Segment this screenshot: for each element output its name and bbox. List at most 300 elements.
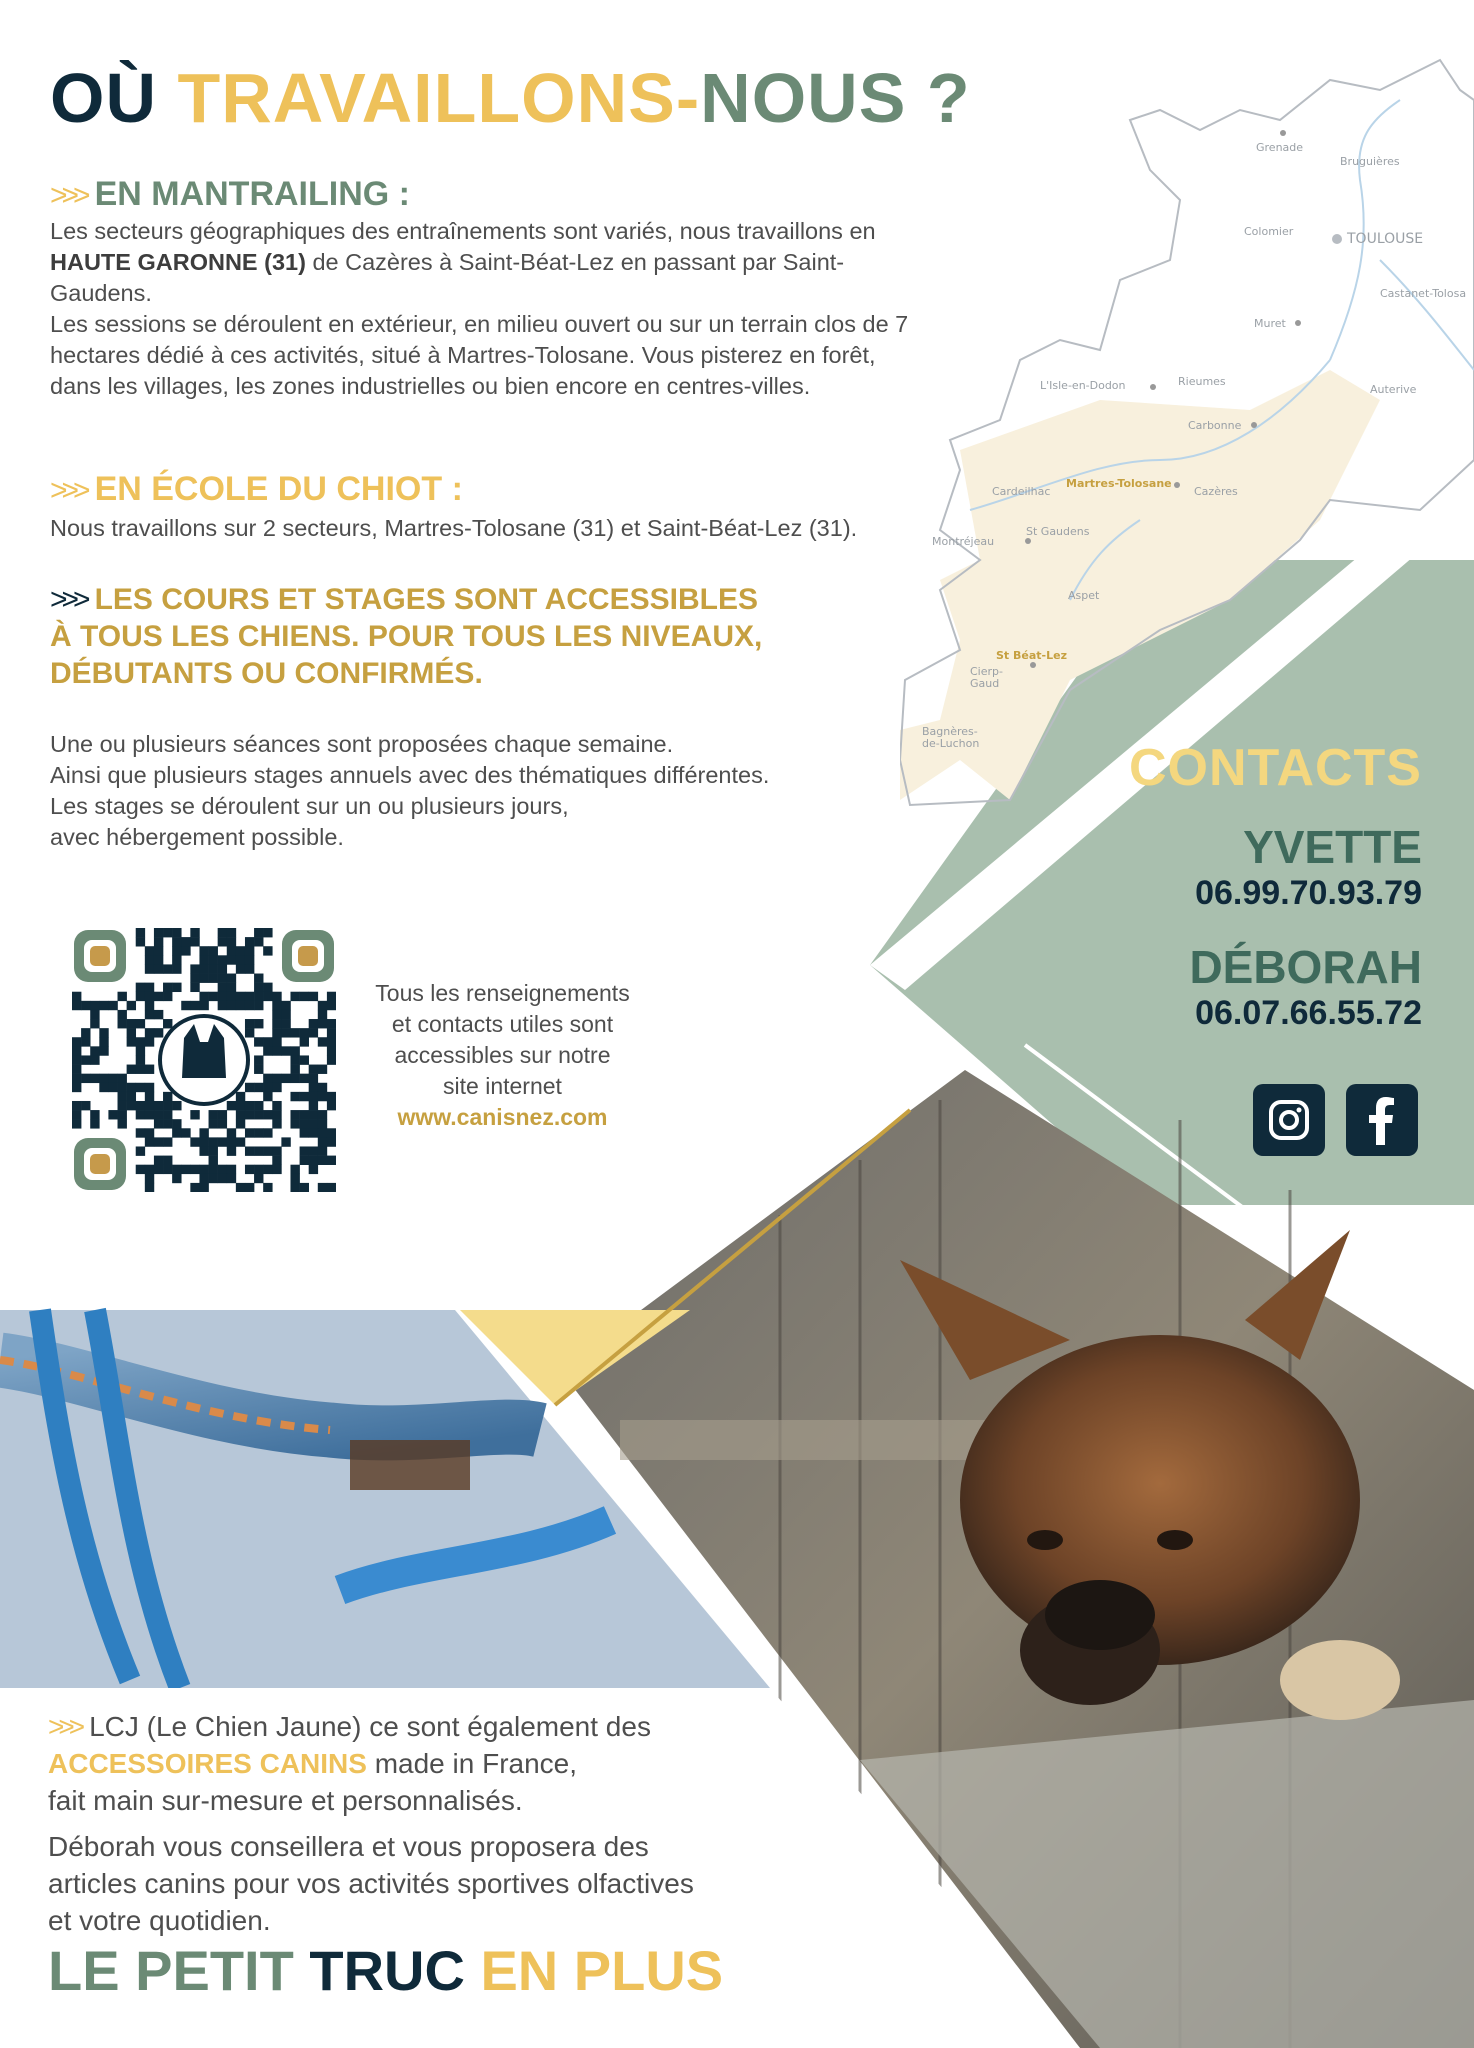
qr-module [145, 983, 154, 992]
qr-module [300, 1028, 309, 1037]
qr-module [272, 1101, 281, 1110]
qr-module [263, 1083, 272, 1092]
qr-module [309, 1028, 318, 1037]
qr-module [254, 1101, 263, 1110]
qr-module [236, 1119, 245, 1128]
qr-module [327, 1055, 336, 1064]
map-label-castanet: Castanet-Tolosa [1380, 287, 1467, 300]
qr-module [136, 1055, 145, 1064]
qr-module [254, 1055, 263, 1064]
qr-module [318, 1001, 327, 1010]
qr-module [209, 1137, 218, 1146]
qr-module [118, 1083, 127, 1092]
accessories-line-2: made in France, [366, 1748, 578, 1779]
qr-module [127, 1028, 136, 1037]
qr-module [199, 946, 208, 955]
map-label-cazeres: Cazères [1194, 485, 1238, 498]
qr-module [99, 1046, 108, 1055]
qr-module [236, 964, 245, 973]
mantrailing-p1-a: Les secteurs géographiques des entraînements sont variés, nous travaillons en [50, 218, 876, 244]
accessories-line-3: fait main sur-mesure et personnalisés. [48, 1785, 523, 1816]
qr-module [154, 955, 163, 964]
qr-module [72, 1074, 81, 1083]
qr-module [118, 1119, 127, 1128]
qr-module [199, 955, 208, 964]
qr-module [290, 1046, 299, 1055]
ecole-heading-label: EN ÉCOLE DU CHIOT : [94, 470, 463, 508]
map-label-toulouse: TOULOUSE [1347, 231, 1424, 247]
qr-module [236, 1001, 245, 1010]
qr-module [309, 1074, 318, 1083]
qr-module [209, 946, 218, 955]
qr-module [72, 1101, 81, 1110]
qr-module [290, 1119, 299, 1128]
qr-module [263, 1128, 272, 1137]
qr-module [309, 1083, 318, 1092]
sessions-line-4: avec hébergement possible. [50, 824, 344, 850]
qr-module [318, 1010, 327, 1019]
qr-module [290, 1165, 299, 1174]
qr-module [245, 1001, 254, 1010]
qr-module [281, 1028, 290, 1037]
qr-module [327, 1137, 336, 1146]
map-label-cierp-2: Gaud [970, 677, 1000, 690]
qr-module [290, 1074, 299, 1083]
sessions-line-3: Les stages se déroulent sur un ou plusieurs jours, [50, 793, 569, 819]
qr-caption-line-3: accessibles sur notre [394, 1042, 611, 1068]
qr-module [145, 1183, 154, 1192]
qr-module [108, 1083, 117, 1092]
qr-module [163, 992, 172, 1001]
qr-module [118, 1019, 127, 1028]
qr-module [327, 1128, 336, 1137]
qr-module [290, 992, 299, 1001]
qr-module [263, 1146, 272, 1155]
qr-module [199, 1146, 208, 1155]
qr-module [72, 1055, 81, 1064]
qr-module [136, 1101, 145, 1110]
qr-module [172, 1101, 181, 1110]
accessibility-notice [50, 581, 762, 692]
qr-module [281, 1001, 290, 1010]
qr-module [318, 1183, 327, 1192]
qr-module [90, 1019, 99, 1028]
title-part-3: NOUS ? [700, 59, 971, 137]
qr-module [127, 1019, 136, 1028]
qr-module [272, 992, 281, 1001]
arrows-icon: >>> [50, 179, 85, 212]
accessories-highlight: ACCESSOIRES CANINS [48, 1748, 367, 1779]
qr-module [236, 1183, 245, 1192]
qr-module [99, 1083, 108, 1092]
qr-module [199, 1183, 208, 1192]
qr-module [118, 1110, 127, 1119]
qr-module [145, 1110, 154, 1119]
qr-caption [355, 978, 650, 1133]
qr-module [218, 983, 227, 992]
contact-phone-deborah[interactable]: 06.07.66.55.72 [1195, 994, 1422, 1032]
contact-name-deborah: DÉBORAH [1189, 941, 1422, 993]
accessories-p2-line-2: articles canins pour vos activités sportives olfactives [48, 1868, 694, 1899]
qr-module [136, 1065, 145, 1074]
qr-module [236, 1101, 245, 1110]
qr-module [72, 1065, 81, 1074]
map-label-stgaudens: St Gaudens [1026, 525, 1090, 538]
qr-module [281, 1074, 290, 1083]
qr-module [72, 1037, 81, 1046]
qr-module [81, 1055, 90, 1064]
qr-module [118, 1101, 127, 1110]
qr-module [99, 1001, 108, 1010]
qr-module [127, 1083, 136, 1092]
map [900, 40, 1474, 810]
mantrailing-p1-b: de Cazères à Saint-Béat-Lez en passant par Saint-Gaudens. [50, 249, 845, 306]
qr-module [136, 1128, 145, 1137]
qr-module [227, 1137, 236, 1146]
qr-module [318, 1065, 327, 1074]
qr-module [227, 1174, 236, 1183]
qr-module [318, 1146, 327, 1155]
qr-module [90, 1074, 99, 1083]
qr-module [218, 955, 227, 964]
qr-module [245, 1183, 254, 1192]
facebook-icon [1360, 1095, 1404, 1145]
qr-module [72, 1083, 81, 1092]
qr-module [245, 937, 254, 946]
qr-module [272, 1010, 281, 1019]
qr-module [309, 992, 318, 1001]
qr-module [227, 1146, 236, 1155]
qr-module [300, 1156, 309, 1165]
notice-line-2: À TOUS LES CHIENS. POUR TOUS LES NIVEAUX, [50, 620, 763, 653]
qr-module [209, 955, 218, 964]
qr-module [245, 1101, 254, 1110]
qr-module [327, 1019, 336, 1028]
qr-module [90, 1046, 99, 1055]
qr-module [154, 1137, 163, 1146]
qr-module [327, 1001, 336, 1010]
qr-module [218, 1119, 227, 1128]
qr-module [300, 992, 309, 1001]
qr-module [254, 1146, 263, 1155]
dog [960, 1335, 1360, 1665]
qr-module [127, 1001, 136, 1010]
qr-module [163, 928, 172, 937]
qr-module [318, 1092, 327, 1101]
map-label-cierp: Cierp- [970, 665, 1003, 678]
qr-module [163, 964, 172, 973]
qr-module [145, 1101, 154, 1110]
qr-module [118, 1010, 127, 1019]
qr-module [218, 937, 227, 946]
arrows-icon: >>> [50, 474, 85, 507]
qr-module [263, 992, 272, 1001]
qr-module [190, 1183, 199, 1192]
qr-module [190, 928, 199, 937]
qr-module [154, 946, 163, 955]
qr-module [136, 1037, 145, 1046]
qr-module [245, 964, 254, 973]
mantrailing-text [50, 216, 910, 402]
qr-module [227, 937, 236, 946]
qr-module [90, 1010, 99, 1019]
qr-module [309, 1156, 318, 1165]
qr-module [199, 1174, 208, 1183]
facebook-button[interactable] [1346, 1084, 1418, 1156]
qr-module [218, 1174, 227, 1183]
qr-module [327, 992, 336, 1001]
qr-module [136, 1046, 145, 1055]
sessions-line-2: Ainsi que plusieurs stages annuels avec des thématiques différentes. [50, 762, 770, 788]
qr-module [145, 1083, 154, 1092]
qr-module [227, 992, 236, 1001]
map-label-auterive: Auterive [1370, 383, 1417, 396]
qr-module [172, 946, 181, 955]
qr-module [218, 974, 227, 983]
qr-module [145, 1037, 154, 1046]
qr-module [136, 928, 145, 937]
website-link[interactable]: www.canisnez.com [397, 1104, 608, 1130]
qr-module [181, 1001, 190, 1010]
qr-module [227, 1001, 236, 1010]
qr-module [281, 1010, 290, 1019]
qr-module [218, 992, 227, 1001]
qr-module [318, 1128, 327, 1137]
qr-module [218, 1110, 227, 1119]
qr-module [309, 1146, 318, 1155]
qr-module [145, 964, 154, 973]
qr-module [172, 928, 181, 937]
qr-module [199, 964, 208, 973]
qr-module [281, 1046, 290, 1055]
qr-module [236, 955, 245, 964]
map-label-bagneres: Bagnères- [922, 725, 978, 738]
qr-module [309, 1065, 318, 1074]
qr-module [172, 1174, 181, 1183]
qr-module [118, 1092, 127, 1101]
map-label-grenade: Grenade [1256, 141, 1304, 154]
qr-module [163, 1101, 172, 1110]
qr-module [254, 974, 263, 983]
qr-module [254, 983, 263, 992]
qr-module [163, 1119, 172, 1128]
qr-module [263, 1037, 272, 1046]
qr-module [254, 937, 263, 946]
qr-module [227, 955, 236, 964]
map-label-isle: L'Isle-en-Dodon [1040, 379, 1126, 392]
qr-module [145, 1137, 154, 1146]
qr-module [209, 1110, 218, 1119]
qr-module [272, 1001, 281, 1010]
qr-module [145, 1128, 154, 1137]
qr-module [236, 946, 245, 955]
footer-title-part-3: EN PLUS [480, 1939, 724, 2002]
qr-module [290, 1110, 299, 1119]
qr-module [181, 1165, 190, 1174]
accessories-text [48, 1708, 808, 1939]
qr-module [272, 1019, 281, 1028]
qr-module [227, 1128, 236, 1137]
mantrailing-p1-bold: HAUTE GARONNE (31) [50, 249, 306, 275]
qr-module [263, 983, 272, 992]
qr-module [118, 1074, 127, 1083]
qr-module [136, 1146, 145, 1155]
qr-module [136, 1110, 145, 1119]
qr-module [290, 1174, 299, 1183]
qr-module [272, 1028, 281, 1037]
qr-module [181, 937, 190, 946]
qr-module [190, 1165, 199, 1174]
qr-module [227, 1101, 236, 1110]
qr-module [199, 1165, 208, 1174]
qr-module [163, 1165, 172, 1174]
qr-module [199, 992, 208, 1001]
map-label-bruguieres: Bruguières [1340, 155, 1400, 168]
qr-module [309, 1110, 318, 1119]
map-label-montrejeau: Montréjeau [932, 535, 995, 548]
qr-module [209, 1146, 218, 1155]
qr-module [327, 1183, 336, 1192]
qr-code[interactable] [72, 928, 336, 1192]
qr-module [254, 1165, 263, 1174]
qr-module [263, 946, 272, 955]
qr-module [218, 1137, 227, 1146]
qr-module [190, 974, 199, 983]
map-label-muret: Muret [1254, 317, 1286, 330]
qr-module [172, 1165, 181, 1174]
qr-module [145, 946, 154, 955]
footer-title-part-1: LE PETIT [48, 1939, 294, 2002]
qr-module [272, 1083, 281, 1092]
qr-module [290, 1092, 299, 1101]
qr-module [272, 1119, 281, 1128]
qr-module [263, 1074, 272, 1083]
qr-module [300, 1128, 309, 1137]
qr-module [309, 1092, 318, 1101]
qr-module [309, 1128, 318, 1137]
qr-module [199, 974, 208, 983]
qr-module [190, 937, 199, 946]
qr-module [263, 1046, 272, 1055]
qr-module [254, 1128, 263, 1137]
qr-module [108, 1001, 117, 1010]
qr-module [172, 937, 181, 946]
qr-module [190, 1110, 199, 1119]
accessories-line-1: LCJ (Le Chien Jaune) ce sont également des [89, 1711, 651, 1742]
qr-module [172, 1128, 181, 1137]
qr-module [290, 1065, 299, 1074]
map-label-colomier: Colomier [1244, 225, 1294, 238]
map-label-carbonne: Carbonne [1188, 419, 1242, 432]
page-title [50, 58, 971, 138]
qr-module [218, 964, 227, 973]
qr-module [245, 955, 254, 964]
qr-module [199, 1137, 208, 1146]
notice-line-3: DÉBUTANTS OU CONFIRMÉS. [50, 657, 483, 690]
qr-module [300, 1055, 309, 1064]
qr-module [236, 1092, 245, 1101]
qr-module [245, 1083, 254, 1092]
qr-module [127, 1101, 136, 1110]
qr-module [227, 946, 236, 955]
qr-module [136, 937, 145, 946]
qr-module [163, 1137, 172, 1146]
qr-module [272, 1146, 281, 1155]
qr-module [172, 983, 181, 992]
contacts-heading: CONTACTS [1128, 739, 1422, 797]
qr-module [300, 1037, 309, 1046]
ecole-heading [50, 470, 463, 509]
qr-module [190, 1001, 199, 1010]
instagram-button[interactable] [1253, 1084, 1325, 1156]
mantrailing-heading [50, 175, 410, 214]
contact-phone-yvette[interactable]: 06.99.70.93.79 [1195, 874, 1422, 912]
qr-module [290, 1028, 299, 1037]
qr-module [81, 1037, 90, 1046]
qr-module [272, 1074, 281, 1083]
qr-module [227, 928, 236, 937]
footer-title-part-2: TRUC [309, 1939, 465, 2002]
ecole-text: Nous travaillons sur 2 secteurs, Martres-Tolosane (31) et Saint-Béat-Lez (31). [50, 515, 858, 541]
qr-module [236, 1137, 245, 1146]
instagram-icon [1267, 1098, 1311, 1142]
qr-module [254, 1001, 263, 1010]
qr-module [290, 1055, 299, 1064]
qr-module [290, 1183, 299, 1192]
qr-module [72, 1046, 81, 1055]
qr-module [318, 1037, 327, 1046]
title-part-1: OÙ [50, 59, 157, 137]
qr-module [254, 992, 263, 1001]
qr-module [154, 964, 163, 973]
qr-module [108, 1110, 117, 1119]
qr-module [190, 983, 199, 992]
qr-module [127, 1092, 136, 1101]
qr-module [72, 1110, 81, 1119]
accessories-p2-line-3: et votre quotidien. [48, 1905, 271, 1936]
qr-module [218, 1001, 227, 1010]
qr-module [145, 1001, 154, 1010]
qr-module [218, 928, 227, 937]
qr-module [154, 1010, 163, 1019]
notice-line-1: LES COURS ET STAGES SONT ACCESSIBLES [94, 583, 758, 616]
qr-module [145, 1028, 154, 1037]
qr-module [218, 1165, 227, 1174]
qr-module [154, 1165, 163, 1174]
arrows-icon: >>> [48, 1711, 80, 1742]
map-label-stbeat: St Béat-Lez [996, 649, 1067, 662]
qr-module [81, 1028, 90, 1037]
map-label-bagneres-2: de-Luchon [922, 737, 980, 750]
qr-module [209, 974, 218, 983]
qr-module [281, 1137, 290, 1146]
qr-module [154, 1028, 163, 1037]
qr-module [300, 1183, 309, 1192]
qr-caption-line-4: site internet [443, 1073, 562, 1099]
qr-module [300, 1146, 309, 1155]
qr-module [154, 1119, 163, 1128]
qr-module [327, 1101, 336, 1110]
qr-module [90, 1119, 99, 1128]
qr-module [263, 1110, 272, 1119]
qr-module [272, 1110, 281, 1119]
qr-module [263, 928, 272, 937]
qr-module [300, 1119, 309, 1128]
qr-module [90, 1001, 99, 1010]
qr-module [318, 1083, 327, 1092]
qr-module [72, 992, 81, 1001]
qr-module [245, 1028, 254, 1037]
